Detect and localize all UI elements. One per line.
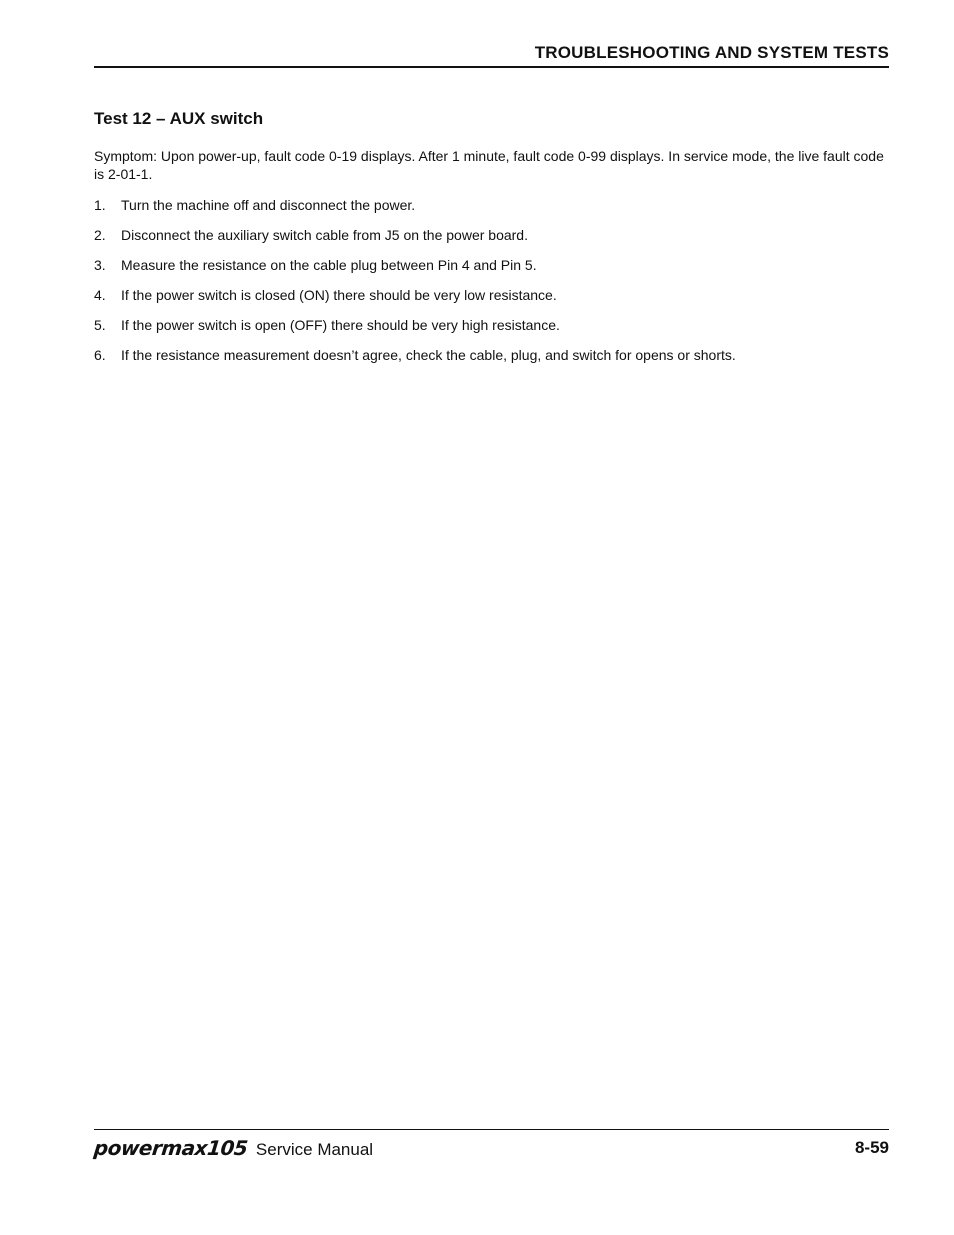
step-text: If the power switch is closed (ON) there should be very low resistance. [121,287,557,303]
step-number: 6. [94,347,106,363]
step-number: 3. [94,257,106,273]
step-item [94,196,889,226]
step-item [94,346,889,376]
step-number: 2. [94,227,106,243]
step-text: If the power switch is open (OFF) there should be very high resistance. [121,317,560,333]
steps-list [94,196,889,376]
footer-brand-line [94,1136,373,1160]
step-number: 1. [94,197,106,213]
step-item [94,286,889,316]
test-heading: Test 12 – AUX switch [94,109,264,128]
brand-logo: powermax105 [92,1136,249,1160]
section-title: TROUBLESHOOTING AND SYSTEM TESTS [534,43,889,62]
step-text: Disconnect the auxiliary switch cable from J5 on the power board. [121,227,528,243]
symptom-text: Symptom: Upon power-up, fault code 0-19 displays. After 1 minute, fault code 0-99 displays. In service mode, the live fault code is 2-01-1. [94,148,884,182]
page-footer [94,1129,889,1164]
step-text: Turn the machine off and disconnect the power. [121,197,416,213]
step-number: 5. [94,317,106,333]
page-header [94,42,889,68]
page-number: 8-59 [854,1138,889,1157]
manual-label: Service Manual [255,1140,374,1159]
step-number: 4. [94,287,106,303]
step-item [94,226,889,256]
step-text: If the resistance measurement doesn’t agree, check the cable, plug, and switch for opens or shorts. [121,347,736,363]
step-item [94,316,889,346]
step-text: Measure the resistance on the cable plug between Pin 4 and Pin 5. [121,257,537,273]
step-item [94,256,889,286]
